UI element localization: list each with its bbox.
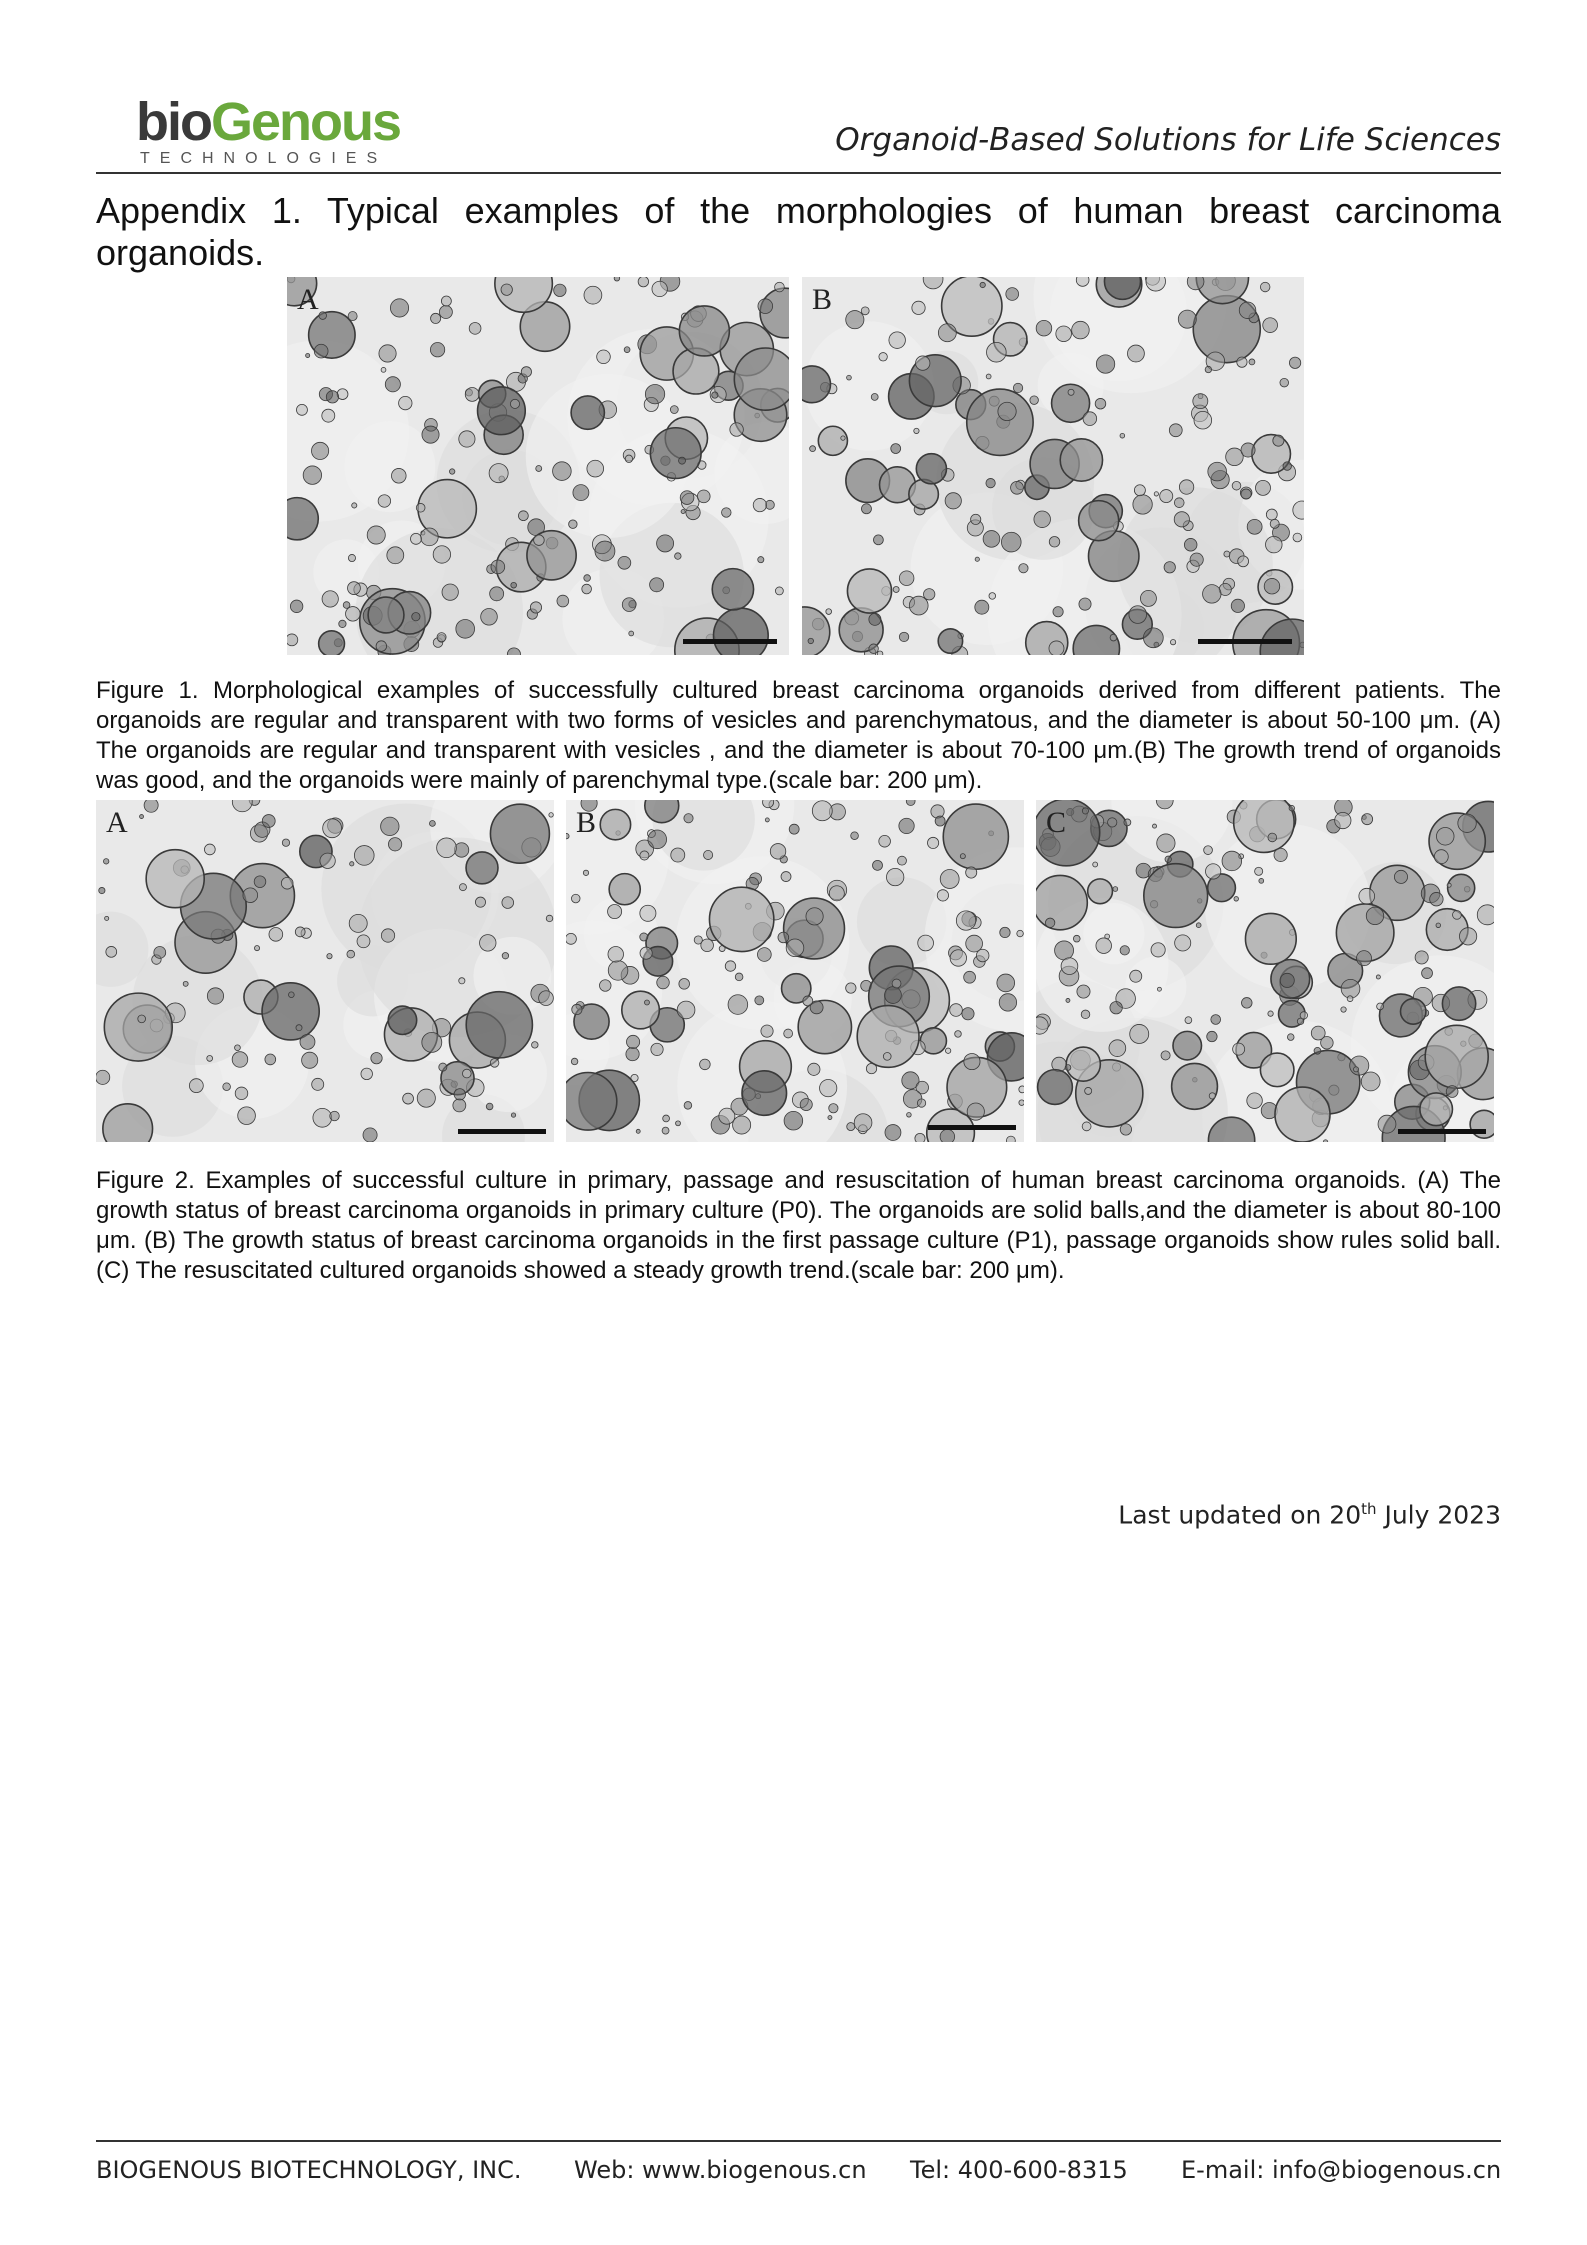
panel-label: A <box>297 283 319 316</box>
figure2-caption: Figure 2. Examples of successful culture in primary, passage and resuscitation of human breast carcinoma organoids. (A) The growth status of breast carcinoma organoids in primary culture (P0). The organoids are solid balls,and the diameter is about 80-100 μm. (B) The growth status of breast carcinoma organoids in the first passage culture (P1), passage organoids show rules solid ball. (C) The resuscitated cultured organoids showed a steady growth trend.(scale bar: 200 μm). <box>96 1167 1501 1284</box>
last-updated-date: Last updated on 20th July 2023 <box>1118 1500 1501 1530</box>
scale-bar <box>928 1125 1016 1130</box>
panel-label: C <box>1046 806 1067 839</box>
figure1-panel-a <box>287 277 789 655</box>
scale-bar <box>683 639 777 644</box>
footer-divider <box>96 2140 1501 2142</box>
micrograph-image <box>1036 800 1494 1142</box>
footer-email[interactable]: E-mail: info@biogenous.cn <box>1181 2156 1502 2184</box>
appendix-title: Appendix 1. Typical examples of the morphologies of human breast carcinoma organoids. <box>96 190 1501 273</box>
figure2-panel-a <box>96 800 554 1142</box>
scale-bar <box>1398 1129 1486 1134</box>
scale-bar <box>1198 639 1292 644</box>
micrograph-image <box>566 800 1024 1142</box>
company-logo <box>136 92 436 172</box>
footer-company: BIOGENOUS BIOTECHNOLOGY, INC. <box>96 2156 522 2184</box>
footer-web[interactable]: Web: www.biogenous.cn <box>574 2156 867 2184</box>
figure1-panel-b <box>802 277 1304 655</box>
footer-tel: Tel: 400-600-8315 <box>910 2156 1128 2184</box>
logo-wordmark: bioGenous <box>136 92 401 152</box>
micrograph-image <box>802 277 1304 655</box>
footer <box>96 2156 1501 2188</box>
panel-label: B <box>576 806 597 839</box>
panel-label: A <box>106 806 128 839</box>
logo-subtitle: TECHNOLOGIES <box>140 150 388 167</box>
figure1-caption: Figure 1. Morphological examples of successfully cultured breast carcinoma organoids derived from different patients. The organoids are regular and transparent with two forms of vesicles and parenchymatous, and the diameter is about 50-100 μm. (A) The organoids are regular and transparent with vesicles , and the diameter is about 70-100 μm.(B) The growth trend of organoids was good, and the organoids were mainly of parenchymal type.(scale bar: 200 μm). <box>96 677 1501 794</box>
header-tagline: Organoid-Based Solutions for Life Sciences <box>835 122 1501 158</box>
micrograph-image <box>96 800 554 1142</box>
figure2-panel-b <box>566 800 1024 1142</box>
panel-label: B <box>812 283 833 316</box>
micrograph-image <box>287 277 789 655</box>
header-divider <box>96 172 1501 174</box>
figure2-panel-c <box>1036 800 1494 1142</box>
scale-bar <box>458 1129 546 1134</box>
